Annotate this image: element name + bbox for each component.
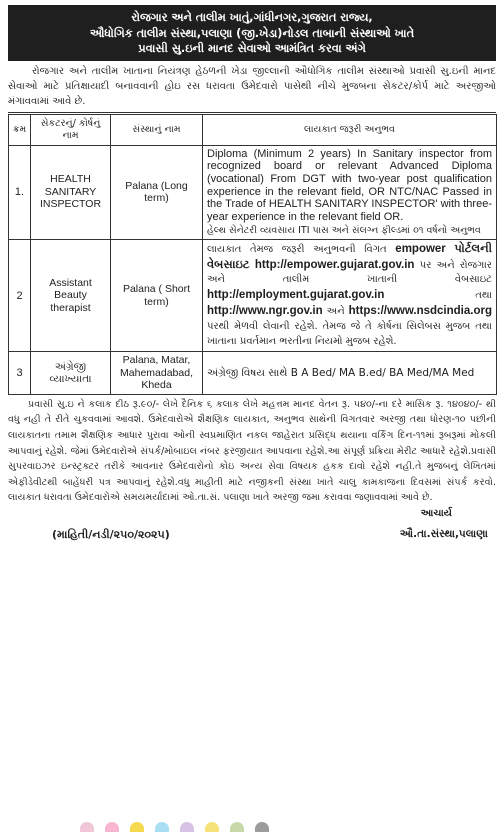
nsdc-link[interactable]: https://www.nsdcindia.org	[348, 304, 492, 317]
terms-text: પ્રવાસી સુ.ઇ ને કલાક દીઠ રૂ.૯૦/- લેખે દૈનિક ૬ કલાક લેખે મહત્તમ માનદ વેતન રૂ. ૫૪૦/-ના દરે માસિક રૂ. ૧૪૦૪૦/- થી વધુ નહી તે રીતે ચુકવવામાં આવશે. ઉમેદવારોએ શૈક્ષણિક લાયકાત, અનુભવ સાથેની વિગતવાર અરજી તથા ધોરણ-૧૦ પછીની લાયકાતના તમામ શૈક્ષણિક આધાર પુરાવા ઓની સ્વપ્રમાણિત નકલ જાહેરાત પ્રસિદ્ધ થયાના વર્કિંગ દિન-૧૧માં રૂબરૂમાં મોકલી આપવાનું રહેશે. જેમાં ઉમેદવારોએ સંપર્ક/મોબાઇલ નંબર ફરજીયાત આપવાના રહેશે.આ સંપૂર્ણ પ્રક્રિયા મેરીટ આધારે રહેશે.પ્રવાસી સુપરવાઇઝર ઇન્સ્ટ્રક્ટર તરીકે આવનાર ઉમેદવારોનો કોઇ અન્ય સેવા વિષયક હકક દાવો રહેશે નહી.તે મુજબનું લેખિતમાં એફીડેવીટથી બાહેંધરી પત્ર આપવાનું રહેશે.વધુ માહીતી માટે નજીકની સંસ્થા ખાતે ચાલુ કામકાજના દિવસમાં સંપર્ક કરવો. લાયકાત ધરાવતા ઉમેદવારોએ સમયમર્યાદામાં ઓ.તા.સં. પલાણા ખાતે અરજી જમા કરાવવા જણાવવામાં આવે છે.	[8, 398, 496, 504]
header-line-3: પ્રવાસી સુ.ઇની માનદ સેવાઓ આમંત્રિત કરવા અંગે	[138, 42, 366, 55]
qualification-gujarati: હેલ્થ સેનેટરી વ્યવસાય ITI પાસ અને સંલગ્ન ફીલ્ડમાં ૦૧ વર્ષનો અનુભવ	[207, 224, 481, 236]
header-line-1: રોજગાર અને તાલીમ ખાતું,ગાંધીનગર,ગુજરાત રાજ્ય,	[131, 11, 373, 24]
qualification-text: અંગ્રેજી વિષય સાથે B A Bed/ MA B.ed/ BA Med/MA Med	[207, 366, 475, 379]
qual-text-e: અને	[326, 305, 345, 317]
print-color-mark	[130, 822, 144, 832]
row-sector: Assistant Beauty therapist	[31, 239, 111, 352]
table-row	[9, 239, 497, 352]
print-color-mark	[255, 822, 269, 832]
qual-text-a: લાયકાત તેમજ જરૂરી અનુભવની વિગત	[207, 243, 387, 255]
qualification-english: Diploma (Minimum 2 years) In Sanitary inspector from recognized board or relevant Advanced Diploma (vocational) From DGT with two-year post qualification experience in the relevant field, OR NTC/NAC Passed in the Trade of HEALTH SANITARY INSPECTOR' with three-year experience in the relevant field OR.	[207, 147, 492, 224]
print-color-mark	[230, 822, 244, 832]
row-qualification	[203, 352, 497, 395]
vacancy-table	[8, 114, 497, 395]
row-institute: Palana, Matar, Mahemadabad, Kheda	[111, 352, 203, 395]
row-sector: અંગ્રેજી વ્યાખ્યાતા	[31, 352, 111, 395]
header-institute: સંસ્થાનું નામ	[111, 114, 203, 145]
qual-text-b: empower પોર્ટલની વેબસાઇટ	[207, 242, 492, 271]
header-line-2: ઔધોગિક તાલીમ સંસ્થા,પલાણા (જી.ખેડા)નોડલ તાબાની સંસ્થાઓ ખાતે	[89, 26, 415, 40]
row-sector: HEALTH SANITARY INSPECTOR	[31, 145, 111, 239]
ad-footer	[8, 508, 496, 554]
row-num: 1.	[9, 145, 31, 239]
print-color-mark	[80, 822, 94, 832]
qual-text-f: પરથી મેળવી લેવાની રહેશે. તેમજ જે તે કોર્ષના સિલેબસ મુજબ તથા ખાતાના પ્રવર્તમાન ભરતીના નિયમો મુજબ રહેશે.	[207, 320, 492, 347]
ad-header	[8, 5, 496, 61]
signatory-organisation: ઔ.તા.સંસ્થા,પલાણા	[399, 527, 488, 540]
print-color-mark	[205, 822, 219, 832]
print-color-mark	[155, 822, 169, 832]
row-institute: Palana (Long term)	[111, 145, 203, 239]
employment-link[interactable]: http://employment.gujarat.gov.in	[207, 289, 385, 302]
print-color-mark	[180, 822, 194, 832]
qual-text-c: પર અને રોજગાર અને તાલીમ ખાતાની વેબસાઇટ	[207, 259, 492, 286]
intro-paragraph	[8, 64, 496, 113]
terms-paragraph	[8, 397, 496, 506]
ngr-link[interactable]: http://www.ngr.gov.in	[207, 304, 323, 317]
print-color-mark	[105, 822, 119, 832]
header-qualification: લાયકાત જરૂરી અનુભવ	[203, 114, 497, 145]
row-num: 3	[9, 352, 31, 395]
recruitment-advertisement	[4, 5, 500, 554]
row-num: 2	[9, 239, 31, 352]
row-institute: Palana ( Short term)	[111, 239, 203, 352]
table-row	[9, 352, 497, 395]
header-sector: સેકટરનું/ કોર્ષનું નામ	[31, 114, 111, 145]
empower-link[interactable]: http://empower.gujarat.gov.in	[254, 258, 415, 271]
reference-number: (માહિતી/નડી/૨૫૦/૨૦૨૫)	[52, 527, 170, 541]
print-color-marks	[80, 818, 440, 832]
signatory-title: આચાર્ય	[420, 507, 452, 519]
qual-text-d: તથા	[475, 290, 492, 302]
qualification-details	[207, 242, 492, 350]
intro-text: રોજગાર અને તાલીમ ખાતાના નિયંત્રણ હેઠળની ખેડા જીલ્લાની ઔધોગિક તાલીમ સંસ્થાઓ પ્રવાસી સુ.ઇની માનદ સેવાઓ માટે પ્રતિક્ષાયાદી બનાવવાની હોઇ રસ ધરાવતા ઉમેદવારો પાસેથી નીચે મુજબના સેકટર/કોર્પ માટે અરજીઓ મંગાવવામાં આવે છે.	[8, 65, 496, 107]
table-header-row	[9, 114, 497, 145]
table-row	[9, 145, 497, 239]
header-num: ક્રમ	[9, 114, 31, 145]
row-qualification	[203, 145, 497, 239]
row-qualification	[203, 239, 497, 352]
